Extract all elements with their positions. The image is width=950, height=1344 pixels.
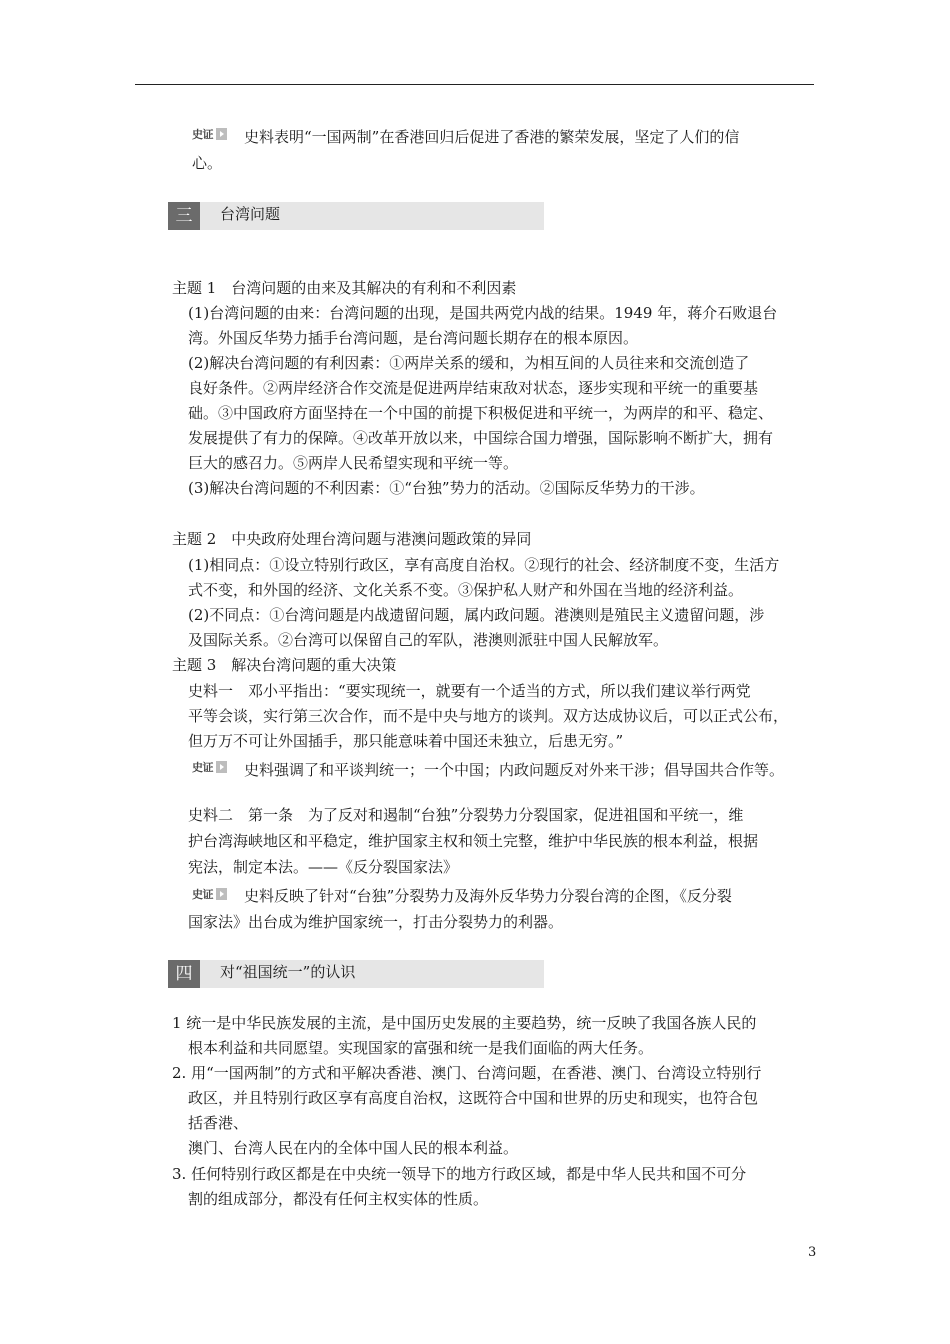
evidence-text: 史料反映了针对“台独”分裂势力及海外反华势力分裂台湾的企图，《反分裂 [244,887,732,905]
paragraph-line: 巨大的感召力。⑤两岸人民希望实现和平统一等。 [188,454,519,472]
page-number: 3 [808,1245,817,1260]
section-number: 三 [168,202,200,230]
evidence-text: 史料表明“一国两制”在香港回归后促进了香港的繁荣发展，坚定了人们的信 [244,128,740,146]
list-item: 政区，并且特别行政区享有高度自治权，这既符合中国和世界的历史和现实，也符合包 [188,1089,759,1107]
paragraph-line: (2)不同点：①台湾问题是内战遗留问题，属内政问题。港澳则是殖民主义遗留问题，涉 [188,606,765,624]
paragraph-line: (1)相同点：①设立特别行政区，享有高度自治权。②现行的社会、经济制度不变，生活方 [188,556,780,574]
section-number: 四 [168,960,200,988]
source-line: 史料二 第一条 为了反对和遏制“台独”分裂势力分裂国家，促进祖国和平统一，维 [188,806,744,824]
arrow-icon [216,761,227,773]
arrow-icon [216,888,227,900]
paragraph-line: 式不变，和外国的经济、文化关系不变。③保护私人财产和外国在当地的经济利益。 [188,581,744,599]
list-item: 括香港、 [188,1114,249,1132]
paragraph-line: (3)解决台湾问题的不利因素：①“台独”势力的活动。②国际反华势力的干涉。 [188,479,705,497]
section-header-3 [168,202,544,230]
paragraph-line: 础。③中国政府方面坚持在一个中国的前提下积极促进和平统一，为两岸的和平、稳定、 [188,404,774,422]
evidence-text: 国家法》出台成为维护国家统一，打击分裂势力的利器。 [188,913,564,931]
source-line: 但万万不可让外国插手，那只能意味着中国还未独立，后患无穷。” [188,732,624,750]
paragraph-line: 及国际关系。②台湾可以保留自己的军队，港澳则派驻中国人民解放军。 [188,631,669,649]
source-line: 护台湾海峡地区和平稳定，维护国家主权和领土完整，维护中华民族的根本利益，根据 [188,832,759,850]
list-item: 2. 用“一国两制”的方式和平解决香港、澳门、台湾问题，在香港、澳门、台湾设立特别行 [172,1064,762,1082]
list-item: 3. 任何特别行政区都是在中央统一领导下的地方行政区域，都是中华人民共和国不可分 [172,1165,747,1183]
evidence-text: 心。 [192,154,223,172]
paragraph-line: 发展提供了有力的保障。④改革开放以来，中国综合国力增强，国际影响不断扩大，拥有 [188,429,774,447]
evidence-badge-label: 史证 [192,888,213,901]
evidence-badge [192,126,227,142]
list-item: 澳门、台湾人民在内的全体中国人民的根本利益。 [188,1139,519,1157]
section-header-4 [168,960,544,988]
list-item: 割的组成部分，都没有任何主权实体的性质。 [188,1190,489,1208]
evidence-text: 史料强调了和平谈判统一；一个中国；内政问题反对外来干涉；倡导国共合作等。 [244,761,785,779]
section-title: 对“祖国统一”的认识 [220,963,356,981]
paragraph-line: (2)解决台湾问题的有利因素：①两岸关系的缓和，为相互间的人员往来和交流创造了 [188,354,750,372]
paragraph-line: 湾。外国反华势力插手台湾问题，是台湾问题长期存在的根本原因。 [188,329,639,347]
evidence-badge [192,759,227,775]
topic-heading: 主题 3 解决台湾问题的重大决策 [172,656,397,674]
source-line: 史料一 邓小平指出：“要实现统一，就要有一个适当的方式，所以我们建议举行两党 [188,682,751,700]
paragraph-line: (1)台湾问题的由来：台湾问题的出现，是国共两党内战的结果。1949 年，蒋介石败退台 [188,304,778,322]
paragraph-line: 良好条件。②两岸经济合作交流是促进两岸结束敌对状态，逐步实现和平统一的重要基 [188,379,759,397]
arrow-icon [216,128,227,140]
evidence-badge [192,886,227,902]
list-item: 1 统一是中华民族发展的主流，是中国历史发展的主要趋势，统一反映了我国各族人民的 [172,1014,757,1032]
list-item: 根本利益和共同愿望。实现国家的富强和统一是我们面临的两大任务。 [188,1039,654,1057]
topic-heading: 主题 1 台湾问题的由来及其解决的有利和不利因素 [172,279,517,297]
evidence-badge-label: 史证 [192,128,213,141]
topic-heading: 主题 2 中央政府处理台湾问题与港澳问题政策的异同 [172,530,532,548]
source-line: 宪法，制定本法。——《反分裂国家法》 [188,858,459,876]
header-rule [135,84,814,85]
section-title: 台湾问题 [220,205,281,223]
evidence-badge-label: 史证 [192,761,213,774]
source-line: 平等会谈，实行第三次合作，而不是中央与地方的谈判。双方达成协议后，可以正式公布， [188,707,789,725]
